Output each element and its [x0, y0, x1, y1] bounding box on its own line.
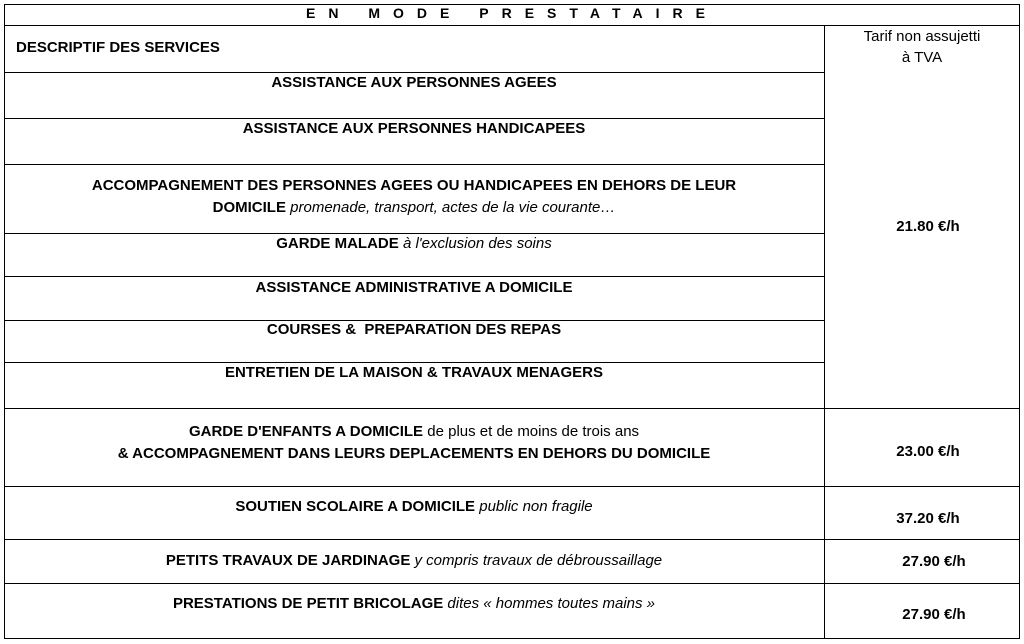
accompagnement-line2	[4, 197, 824, 219]
service-garde-malade	[4, 233, 824, 255]
tarif-header-line2: à TVA	[901, 49, 943, 66]
service-entretien: ENTRETIEN DE LA MAISON & TRAVAUX MENAGERS	[224, 364, 604, 381]
garde-enfants-detail: de plus et de moins de trois ans	[427, 423, 640, 440]
service-assistance-administrative: ASSISTANCE ADMINISTRATIVE A DOMICILE	[255, 279, 573, 296]
tarif-bricolage: 27.90 €/h	[902, 606, 966, 623]
accompagnement-name: DOMICILE	[212, 199, 286, 216]
garde-enfants-line1	[4, 421, 824, 443]
service-assistance-agees: ASSISTANCE AUX PERSONNES AGEES	[271, 74, 557, 91]
accompagnement-detail: promenade, transport, actes de la vie courante…	[290, 199, 616, 216]
soutien-scolaire-detail: public non fragile	[479, 498, 593, 515]
divider-row-10	[4, 583, 1020, 584]
divider-row-9	[4, 539, 1020, 540]
garde-enfants-line2: & ACCOMPAGNEMENT DANS LEURS DEPLACEMENTS EN DEHORS DU DOMICILE	[117, 445, 711, 462]
border-right	[1019, 4, 1020, 639]
service-soutien-scolaire	[4, 496, 824, 518]
tarif-jardinage: 27.90 €/h	[902, 553, 966, 570]
jardinage-detail: y compris travaux de débroussaillage	[414, 552, 663, 569]
divider-row-8	[4, 486, 1020, 487]
service-garde-enfants	[4, 421, 824, 465]
service-assistance-handicapees: ASSISTANCE AUX PERSONNES HANDICAPEES	[242, 120, 586, 137]
soutien-scolaire-name: SOUTIEN SCOLAIRE A DOMICILE	[235, 498, 476, 515]
tarif-header-line1: Tarif non assujetti	[863, 28, 981, 45]
border-bottom	[4, 638, 1020, 639]
divider-group	[4, 408, 1020, 409]
divider-row-2	[4, 164, 824, 165]
jardinage-name: PETITS TRAVAUX DE JARDINAGE	[165, 552, 411, 569]
service-bricolage	[4, 593, 824, 615]
garde-enfants-name: GARDE D'ENFANTS A DOMICILE	[188, 423, 424, 440]
tarif-garde-enfants: 23.00 €/h	[896, 443, 960, 460]
service-accompagnement	[4, 175, 824, 219]
column-header-services: DESCRIPTIF DES SERVICES	[16, 39, 220, 56]
column-header-tarif	[825, 26, 1019, 68]
bricolage-detail: dites « hommes toutes mains »	[447, 595, 656, 612]
service-jardinage	[4, 550, 824, 572]
garde-malade-detail: à l'exclusion des soins	[402, 235, 552, 252]
bricolage-name: PRESTATIONS DE PETIT BRICOLAGE	[172, 595, 444, 612]
column-divider	[824, 25, 825, 639]
tarif-group-main: 21.80 €/h	[896, 218, 960, 235]
tarif-soutien-scolaire: 37.20 €/h	[896, 510, 960, 527]
service-courses: COURSES & PREPARATION DES REPAS	[266, 321, 562, 338]
page-title: EN MODE PRESTATAIRE	[306, 5, 718, 21]
accompagnement-line1: ACCOMPAGNEMENT DES PERSONNES AGEES OU HANDICAPEES EN DEHORS DE LEUR	[91, 177, 737, 194]
garde-malade-name: GARDE MALADE	[276, 235, 399, 252]
